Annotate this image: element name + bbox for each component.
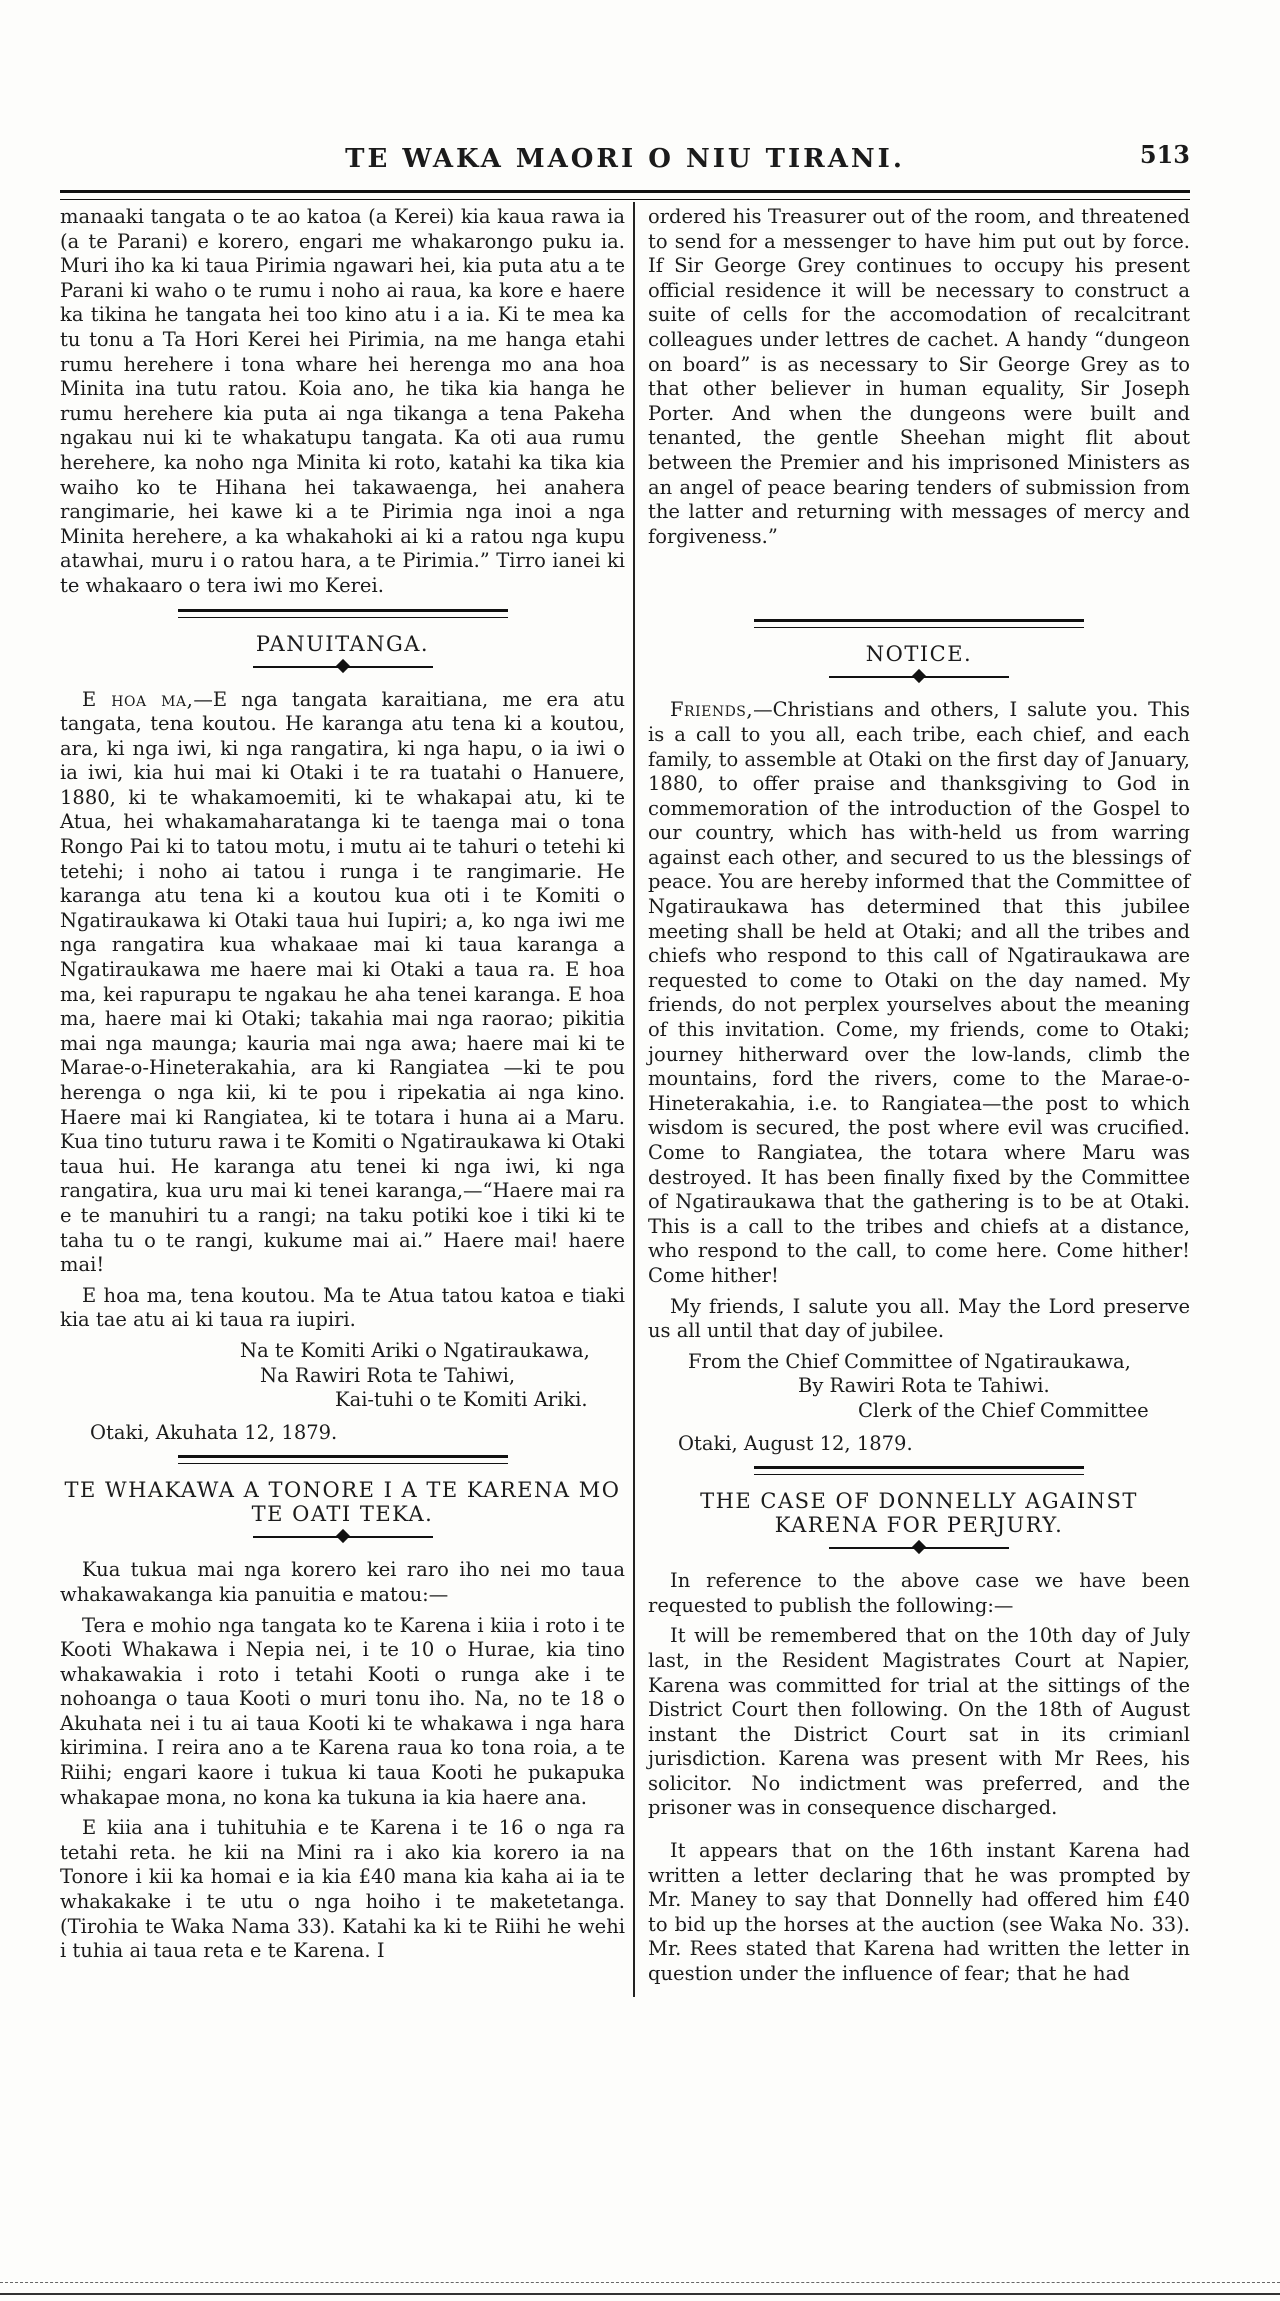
section-separator — [178, 609, 508, 618]
notice-body — [648, 698, 1190, 1288]
panuitanga-signature-1: Na te Komiti Ariki o Ngatiraukawa, — [240, 1338, 590, 1362]
case-paragraph-2: It will be remembered that on the 10th day of July last, in the Resident Magistrates Court at Napier, Karena was committed for trial at the sittings of the District Court then following. On the 18th of August instant the District Court sat in its crimianl jurisdiction. Karena was present with Mr Rees, his solicitor. No indictment was preferred, and the prisoner was in consequence discharged. — [648, 1624, 1190, 1820]
notice-signature-3: Clerk of the Chief Committee — [858, 1398, 1149, 1422]
panuitanga-signature-3: Kai-tuhi o te Komiti Ariki. — [335, 1388, 588, 1412]
header-rule — [60, 190, 1190, 200]
panuitanga-body-text: —E nga tangata karaitiana, me era atu tangata, tena koutou. He karanga atu tena ki a koutou, ara, ki nga iwi, ki nga rangatira, ki nga hapu, o ia iwi o ia iwi, kia hui mai ki Otaki i te ra tuatahi o Hanuere, 1880, ki te whakamoemiti, ki te whakapai atu, ki te Atua, hei whakamaharatanga ki te taenga mai o tona Rongo Pai ki to tatou motu, i mutu ai te tahuri o tetehi ki tetehi; i noho ai tatou i runga i te rangimarie. He karanga atu tena ki a koutou kua oti i te Komiti o Ngatiraukawa ki Otaki taua hui Iupiri; a, ko nga iwi me nga rangatira kua whakaae mai ki taua karanga a Ngatiraukawa me haere mai ki Otaki a taua ra. E hoa ma, kei rapurapu te ngakau he aha tenei karanga. E hoa ma, haere mai ki Otaki; takahia mai nga raorao; pikitia mai nga maunga; kauria mai nga awa; haere mai ki te Marae-o-Hineterakahia, ara ki Rangiatea —ki te pou herenga o nga kii, ki te pou i ripekatia ai nga kino. Haere mai ki Rangiatea, ki te totara i huna ai a Maru. Kua tino tuturu rawa i te Komiti o Ngatiraukawa ki Otaki taua hui. He karanga atu tenei ki nga iwi, ki nga rangatira, kua uru mai ki tenei karanga,—“Haere mai ra e te manuhiri tu a rangi; na taku potiki koe i tiki ki te taha tu o te rangi, kukume mai ai.” Haere mai! haere mai! — [60, 687, 625, 1277]
masthead-title: TE WAKA MAORI O NIU TIRANI. — [345, 144, 905, 174]
notice-signature-2: By Rawiri Rota te Tahiwi. — [798, 1374, 1050, 1398]
page-number: 513 — [1139, 140, 1190, 169]
notice-date: Otaki, August 12, 1879. — [678, 1431, 913, 1455]
right-continuation-text: ordered his Treasurer out of the room, and threatened to send for a messenger to have him put out by force. If Sir George Grey continues to occupy his present official residence it will be necessary to construct a suite of cells for the accomodation of recalcitrant colleagues under lettres de cachet. A handy “dungeon on board” is as necessary to Sir George Grey as to that other believer in human equality, Sir Joseph Porter. And when the dungeons were built and tenanted, the gentle Sheehan might flit about between the Premier and his imprisoned Ministers as an angel of peace bearing tenders of submission from the latter and returning with messages of mercy and forgiveness.” — [648, 205, 1190, 548]
panuitanga-date: Otaki, Akuhata 12, 1879. — [90, 1420, 338, 1444]
ornament-rule — [253, 1530, 433, 1544]
left-column — [60, 205, 625, 1970]
notice-body-text: —Christians and others, I salute you. This is a call to you all, each tribe, each chief, and each family, to assemble at Otaki on the first day of January, 1880, to offer praise and thanksgiving to God in commemoration of the introduction of the Gospel to our country, which has with-held us from warring against each other, and secured to us the blessings of peace. You are hereby informed that the Committee of Ngatiraukawa has determined that this jubilee meeting shall be held at Otaki; and all the tribes and chiefs who respond to this call of Ngatiraukawa are requested to come to Otaki on the day named. My friends, do not perplex yourselves about the meaning of this invitation. Come, my friends, come to Otaki; journey hitherward over the low-lands, climb the mountains, ford the rivers, come to the Marae-o-Hineterakahia, i.e. to Rangiatea—the post to which wisdom is secured, the post where evil was crucified. Come to Rangiatea, the totara where Maru was destroyed. It has been finally fixed by the Committee of Ngatiraukawa that the gathering is to be at Otaki. This is a call to the tribes and chiefs at a distance, who respond to the call, to come here. Come hither! Come hither! — [648, 698, 1190, 1287]
whakawa-paragraph-2: Tera e mohio nga tangata ko te Karena i kiia i roto i te Kooti Whakawa i Nepia nei, i te 10 o Hurae, kia tino whakawakia i roto i tetahi Kooti o runga ake i te nohoanga o taua Kooti o muri tonu iho. Na, no te 18 o Akuhata nei i tu ai taua Kooti ki te whakawa i nga hara kirimina. I reira ano a te Karena raua ko tona roia, a te Riihi; engari kaore i tukua ki taua Kooti he pukapuka whakapae mona, no kona ka tukuna ia kia haere ana. — [60, 1613, 625, 1809]
panuitanga-heading: PANUITANGA. — [255, 631, 430, 656]
notice-closing: My friends, I salute you all. May the Lord preserve us all until that day of jubilee. — [648, 1294, 1190, 1343]
left-continuation-text: manaaki tangata o te ao katoa (a Kerei) kia kaua rawa ia (a te Parani) e korero, engari me whakarongo puku ia. Muri iho ka ki taua Pirimia ngawari hei, kia puta atu a te Parani ki waho o te rumu i noho ai raua, ka kore e haere ka tikina he tangata hei too kino atu i a ia. Ki te mea ka tu tonu a Ta Hori Kerei hei Pirimia, na me hanga etahi rumu herehere i tona whare hei herenga mo ana hoa Minita ina tutu ratou. Koia ano, he tika kia hanga he rumu herehere kia puta ai nga tikanga a tena Pakeha ngakau nui ki te whakatupu tangata. Ka oti aua rumu herehere, ka noho nga Minita ki roto, katahi ka tika kia waiho ko te Hihana hei takawaenga, hei anahera rangimarie, hei kawe ki a te Pirimia nga inoi a nga Minita herehere, a ka whakahoki ai ki a ratou nga kupu atawhai, muru i o ratou hara, a te Pirimia.” Tirro ianei ki te whakaaro o tera iwi mo Kerei. — [60, 205, 625, 597]
right-column — [648, 205, 1190, 1993]
ornament-rule — [829, 1541, 1009, 1555]
column-divider — [633, 202, 635, 1997]
whakawa-heading: TE WHAKAWA A TONORE I A TE KARENA MO TE OATI TEKA. — [64, 1478, 621, 1527]
panuitanga-lead: E hoa ma, — [82, 687, 194, 711]
whakawa-paragraph-1: Kua tukua mai nga korero kei raro iho nei mo taua whakawakanga kia panuitia e matou:— — [60, 1558, 625, 1606]
case-heading: THE CASE OF DONNELLY AGAINST KARENA FOR PERJURY. — [700, 1489, 1138, 1538]
section-separator — [754, 619, 1084, 628]
notice-signature-1: From the Chief Committee of Ngatiraukawa, — [688, 1349, 1131, 1373]
notice-lead: Friends, — [670, 698, 754, 722]
ornament-rule — [253, 660, 433, 674]
panuitanga-closing: E hoa ma, tena koutou. Ma te Atua tatou katoa e tiaki kia tae atu ai ki taua ra iupiri. — [60, 1283, 625, 1332]
panuitanga-body — [60, 688, 625, 1278]
section-separator — [178, 1455, 508, 1464]
panuitanga-signature-2: Na Rawiri Rota te Tahiwi, — [260, 1363, 516, 1387]
ornament-rule — [829, 670, 1009, 684]
case-paragraph-3: It appears that on the 16th instant Karena had written a letter declaring that he was prompted by Mr. Maney to say that Donnelly had offered him £40 to bid up the horses at the auction (see Waka No. 33). Mr. Rees stated that Karena had written the letter in question under the influence of fear; that he had — [648, 1839, 1190, 1986]
bottom-rule — [0, 2282, 1280, 2295]
page-header — [60, 140, 1190, 180]
whakawa-paragraph-3: E kiia ana i tuhituhia e te Karena i te 16 o nga ra tetahi reta. he kii na Mini ra i ako kia korero ia na Tonore i kii ka homai e ia kia £40 mana kia kaha ai ia te whakakake i te utu o nga hoiho i te maketetanga. (Tirohia te Waka Nama 33). Katahi ka ki te Riihi he wehi i tuhia ai taua reta e te Karena. I — [60, 1816, 625, 1963]
section-separator — [754, 1466, 1084, 1475]
case-paragraph-1: In reference to the above case we have been requested to publish the following:— — [648, 1569, 1190, 1617]
notice-heading: NOTICE. — [865, 642, 973, 667]
